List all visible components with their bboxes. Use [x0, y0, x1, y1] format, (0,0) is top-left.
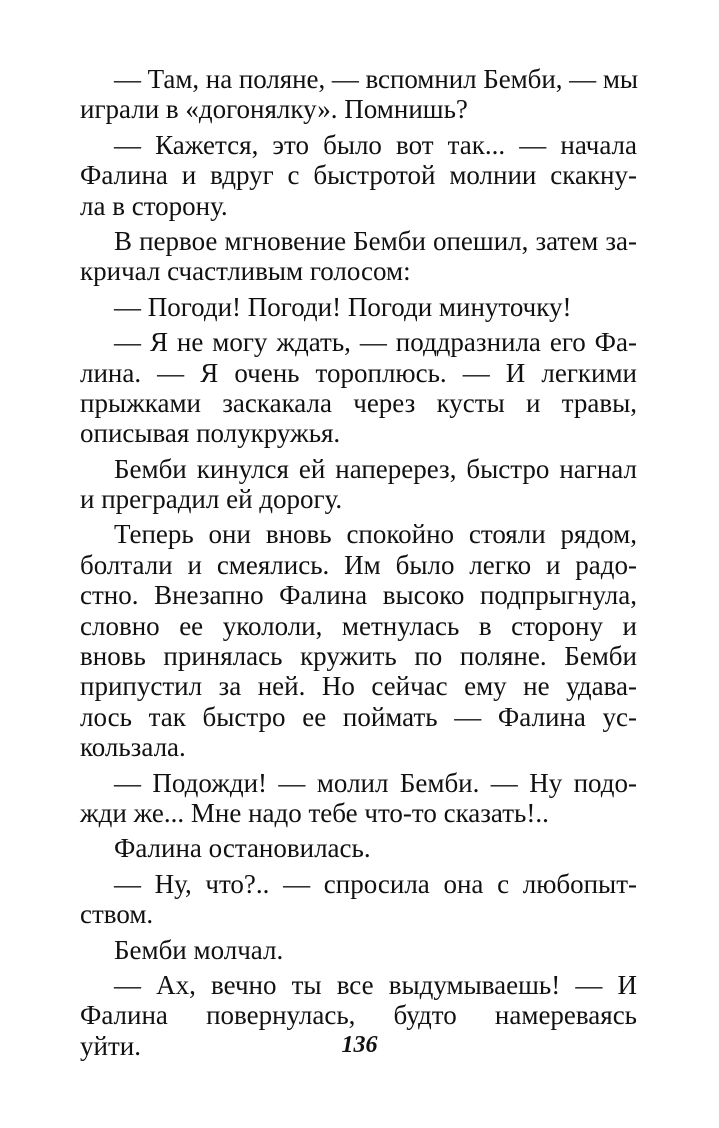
text-line: прыжками заскакала через кусты и травы,	[80, 387, 637, 418]
text-line: ством.	[80, 899, 154, 930]
text-line: уйти.	[80, 1030, 141, 1061]
body-text	[80, 64, 637, 1061]
text-line: кользала.	[80, 732, 186, 763]
text-line: словно ее укололи, метнулась в сторону и	[80, 610, 637, 641]
text-line: — Там, на поляне, — вспомнил Бемби, — мы	[114, 64, 638, 94]
text-line: стно. Внезапно Фалина высоко подпрыгнула,	[80, 580, 637, 611]
text-line: кричал счастливым голосом:	[80, 256, 411, 287]
paragraph	[80, 454, 637, 515]
text-line: — Я не могу ждать, — поддразнила его Фа-	[114, 327, 637, 358]
text-line: — Ну, что?.. — спросила она с любопыт-	[114, 868, 637, 899]
paragraph	[80, 519, 637, 762]
paragraph	[80, 935, 637, 965]
text-line: лось так быстро ее поймать — Фалина ус-	[80, 701, 637, 732]
paragraph	[80, 833, 637, 863]
text-line: Теперь они вновь спокойно стояли рядом,	[114, 519, 637, 550]
page-number: 136	[341, 1032, 378, 1058]
text-line: играли в «догонялку». Помнишь?	[80, 94, 468, 125]
text-line: описывая полукружья.	[80, 418, 341, 449]
text-line: вновь принялась кружить по поляне. Бемби	[80, 641, 637, 672]
text-line: Фалина и вдруг с быстротой молнии скакну-	[80, 160, 637, 191]
text-line: В первое мгновение Бемби опешил, затем за-	[114, 225, 637, 256]
text-line: — Ах, вечно ты все выдумываешь! — И	[114, 969, 637, 1000]
text-line: — Подожди! — молил Бемби. — Ну подо-	[114, 767, 637, 798]
paragraph	[80, 327, 637, 449]
paragraph	[80, 768, 637, 829]
text-line: болтали и смеялись. Им было легко и радо-	[80, 549, 637, 580]
text-line: — Кажется, это было вот так... — начала	[114, 129, 637, 160]
paragraph	[80, 226, 637, 287]
paragraph	[80, 292, 637, 322]
paragraph	[80, 64, 637, 125]
text-line: Фалина повернулась, будто намереваясь	[80, 1000, 637, 1031]
text-line: и преградил ей дорогу.	[80, 484, 343, 515]
text-line: припустил за ней. Но сейчас ему не удава-	[80, 671, 637, 702]
paragraph	[80, 869, 637, 930]
text-line: Фалина остановилась.	[114, 833, 371, 864]
text-line: Бемби кинулся ей наперерез, быстро нагнал	[114, 453, 637, 484]
text-line: ла в сторону.	[80, 190, 228, 221]
text-line: жди же... Мне надо тебе что-то сказать!..	[80, 797, 549, 828]
text-line: Бемби молчал.	[114, 934, 284, 965]
paragraph	[80, 130, 637, 221]
text-line: лина. — Я очень тороплюсь. — И легкими	[80, 357, 637, 388]
text-line: — Погоди! Погоди! Погоди минуточку!	[114, 291, 572, 322]
